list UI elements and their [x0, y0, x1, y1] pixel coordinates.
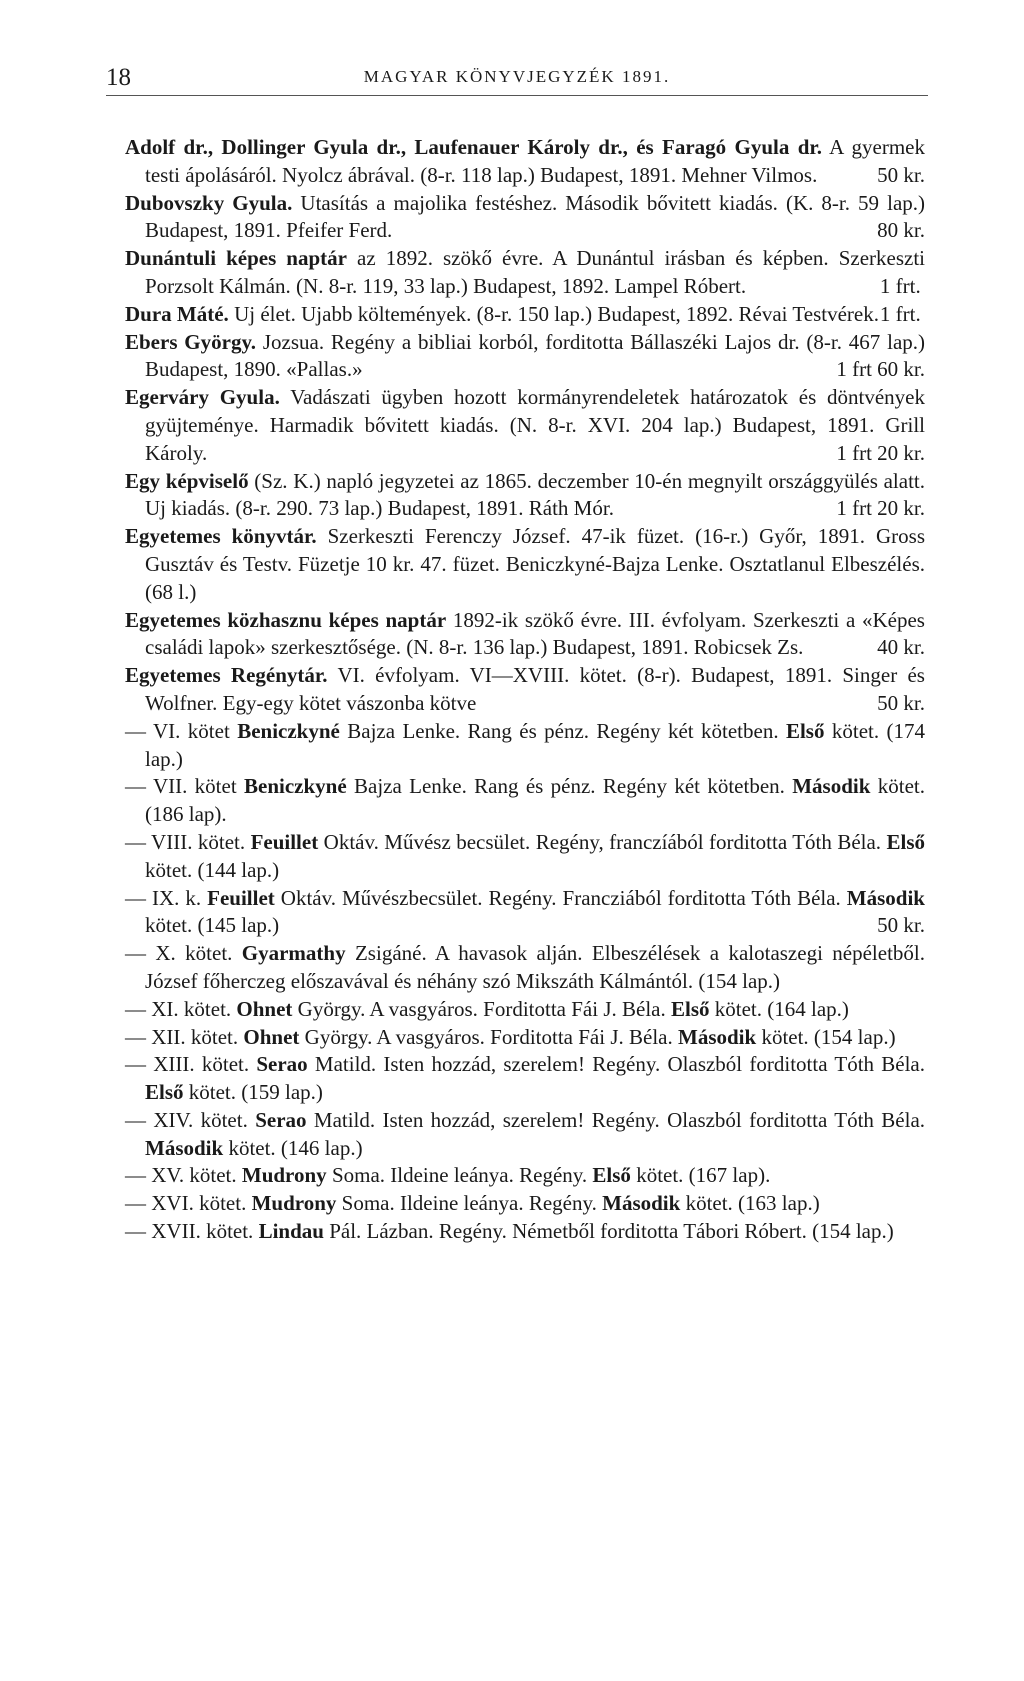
volume-text: Matild. Isten hozzád, szerelem! Regény. Olaszból forditotta Tóth Béla. [307, 1052, 926, 1077]
page-header [106, 56, 928, 96]
volume-entry [125, 885, 925, 941]
entry [125, 523, 925, 606]
entry-price: 1 frt. [879, 301, 921, 326]
volume-rest: kötet. (144 lap.) [145, 857, 280, 882]
entry-text: Szerkeszti Ferenczy József. 47-ik füzet. (16-r.) Győr, 1891. Gross Gusztáv és Testv. Füzetje 10 kr. 47. füzet. Beniczkyné-Bajza Lenke. Osztatlanul Elbeszélés. (68 l.) [145, 524, 925, 604]
entry-head: Ebers György. [125, 329, 257, 354]
volume-part: Második [792, 774, 871, 799]
volume-author: Ohnet [243, 1024, 300, 1049]
entry-head: Egyetemes közhasznu képes naptár [125, 607, 447, 632]
volume-number: — XVII. kötet. [125, 1219, 259, 1244]
volume-part: Első [145, 1080, 184, 1105]
volume-part: Első [671, 996, 710, 1021]
volume-text: Bajza Lenke. Rang és pénz. Regény két kötetben. [346, 774, 793, 799]
entry-text: az 1892. szökő évre. A Dunántul irásban és képben. Szerkeszti Porzsolt Kálmán. (N. 8-r. 119, 33 lap.) Budapest, 1892. Lampel Róbert. [145, 246, 925, 298]
volume-author: Beniczkyné [244, 774, 347, 799]
volume-number: — XIV. kötet. [125, 1107, 256, 1132]
entry [125, 134, 925, 190]
entry [125, 190, 925, 246]
entry-price: 50 kr. [877, 162, 925, 187]
volume-rest: kötet. (159 lap.) [183, 1080, 323, 1105]
volume-entry [125, 1051, 925, 1107]
volume-text: Zsigáné. A havasok alján. Elbeszélések a kalotaszegi népéletből. József főherczeg előszavával és néhány szó Mikszáth Kálmántól. (154 lap.) [145, 941, 925, 993]
volume-entry [125, 718, 925, 774]
volume-part: Második [846, 885, 925, 910]
entry-text: VI. évfolyam. VI—XVIII. kötet. (8-r). Budapest, 1891. Singer és Wolfner. Egy-egy kötet vászonba kötve [145, 663, 925, 715]
entry [125, 329, 925, 385]
entry-head: Dubovszky Gyula. [125, 190, 293, 215]
volume-rest: kötet. (164 lap.) [709, 996, 849, 1021]
entry-price: 40 kr. [877, 635, 925, 660]
volume-author: Ohnet [236, 996, 293, 1021]
entry-head: Adolf dr., Dollinger Gyula dr., Laufenauer Károly dr., és Faragó Gyula dr. [125, 135, 823, 159]
volume-text: Matild. Isten hozzád, szerelem! Regény. Olaszból forditotta Tóth Béla. [306, 1107, 926, 1132]
entry-text: Jozsua. Regény a bibliai korból, forditotta Bállaszéki Lajos dr. (8-r. 467 lap.) Budapest, 1890. «Pallas.» [145, 329, 926, 382]
entry-head: Dunántuli képes naptár [125, 246, 347, 271]
volume-part: Első [886, 829, 925, 854]
entry-price: 1 frt 60 kr. [836, 357, 925, 382]
volume-number: — XI. kötet. [125, 996, 237, 1021]
entry-text: 1892-ik szökő évre. III. évfolyam. Szerkeszti a «Képes családi lapok» szerkesztősége. (N. 8-r. 136 lap.) Budapest, 1891. Robicsek Zs. [145, 607, 925, 660]
volume-part: Második [145, 1135, 224, 1160]
volume-rest: kötet. (167 lap). [630, 1163, 771, 1188]
volume-entry [125, 1162, 925, 1190]
volume-rest: kötet. (154 lap.) [756, 1024, 896, 1049]
volume-number: — IX. k. [125, 885, 208, 910]
volume-number: — VIII. kötet. [125, 829, 251, 854]
volume-number: — VII. kötet [125, 774, 244, 799]
entry [125, 384, 925, 467]
entry-price: 50 kr. [877, 690, 925, 715]
catalogue-body [125, 134, 925, 1246]
entry-head: Egerváry Gyula. [125, 385, 280, 410]
volume-text: Soma. Ildeine leánya. Regény. [336, 1191, 603, 1216]
entry-price: 1 frt 20 kr. [836, 496, 925, 521]
entry [125, 607, 925, 663]
volume-author: Mudrony [241, 1163, 327, 1188]
entry [125, 468, 925, 524]
entry-head: Dura Máté. [125, 301, 229, 326]
entry [125, 301, 925, 329]
volume-entry [125, 1107, 925, 1163]
entry-price: 1 frt 20 kr. [836, 440, 925, 465]
volume-price: 50 kr. [877, 913, 925, 938]
volume-rest: kötet. (186 lap). [145, 774, 925, 827]
volume-number: — VI. kötet [125, 718, 238, 743]
entry [125, 245, 925, 301]
entry-head: Egy képviselő [125, 468, 249, 493]
volume-author: Serao [256, 1052, 308, 1077]
entry-head: Egyetemes Regénytár. [125, 663, 328, 688]
volume-text: Oktáv. Művész becsület. Regény, franczíából forditotta Tóth Béla. [318, 829, 887, 854]
volume-number: — XV. kötet. [125, 1163, 242, 1188]
volume-text: György. A vasgyáros. Forditotta Fái J. Béla. [292, 996, 671, 1021]
page-number: 18 [106, 64, 131, 91]
volume-part: Második [602, 1191, 681, 1216]
volume-text: György. A vasgyáros. Forditotta Fái J. Béla. [299, 1024, 678, 1049]
volume-rest: kötet. (146 lap.) [223, 1135, 363, 1160]
running-title: MAGYAR KÖNYVJEGYZÉK 1891. [363, 67, 671, 86]
volume-text: Pál. Lázban. Regény. Németből forditotta Tábori Róbert. (154 lap.) [323, 1219, 894, 1244]
volume-author: Gyarmathy [241, 941, 346, 966]
volume-rest: kötet. (174 lap.) [145, 718, 925, 771]
entry-price: 1 frt. [879, 273, 921, 298]
volume-entry [125, 940, 925, 996]
entry-text: Vadászati ügyben hozott kormányrendeletek határozatok és döntvények gyüjteménye. Harmadik bővitett kiadás. (N. 8-r. XVI. 204 lap.) Budapest, 1891. Grill Károly. [145, 385, 925, 465]
volume-number: — XIII. kötet. [125, 1052, 257, 1077]
entry-text: (Sz. K.) napló jegyzetei az 1865. deczember 10-én megnyilt országgyülés alatt. Uj kiadás. (8-r. 290. 73 lap.) Budapest, 1891. Ráth Mór. [145, 468, 925, 521]
volume-entry [125, 996, 925, 1024]
volume-number: — X. kötet. [125, 941, 242, 966]
entry [125, 662, 925, 718]
volume-entry [125, 1024, 925, 1052]
entry-price: 80 kr. [877, 218, 925, 243]
volume-rest: kötet. (163 lap.) [680, 1191, 820, 1216]
volume-entry [125, 1190, 925, 1218]
volume-number: — XVI. kötet. [125, 1191, 252, 1216]
volume-text: Oktáv. Művészbecsület. Regény. Francziából forditotta Tóth Béla. [274, 885, 847, 910]
volume-part: Első [592, 1163, 631, 1188]
entry-text: Utasítás a majolika festéshez. Második bővitett kiadás. (K. 8-r. 59 lap.) Budapest, 1891. Pfeifer Ferd. [145, 190, 926, 243]
entry-text: A gyermek testi ápolásáról. Nyolcz ábrával. (8-r. 118 lap.) Budapest, 1891. Mehner Vilmos. [145, 135, 925, 187]
volume-author: Serao [255, 1107, 307, 1132]
volume-part: Második [678, 1024, 757, 1049]
volume-number: — XII. kötet. [125, 1024, 244, 1049]
volume-author: Beniczkyné [237, 718, 340, 743]
volume-text: Soma. Ildeine leánya. Regény. [326, 1163, 593, 1188]
volume-entry [125, 1218, 925, 1246]
header-rule [106, 95, 928, 96]
entry-head: Egyetemes könyvtár. [125, 524, 317, 549]
volume-entry [125, 829, 925, 885]
volume-rest: kötet. (145 lap.) [145, 913, 280, 938]
volume-author: Lindau [258, 1219, 324, 1244]
volume-author: Mudrony [251, 1191, 337, 1216]
volume-entry [125, 773, 925, 829]
volume-text: Bajza Lenke. Rang és pénz. Regény két kötetben. [339, 718, 786, 743]
entry-text: Uj élet. Ujabb költemények. (8-r. 150 lap.) Budapest, 1892. Révai Testvérek. [228, 301, 879, 326]
volume-author: Feuillet [250, 829, 319, 854]
volume-author: Feuillet [207, 885, 275, 910]
volume-part: Első [785, 718, 825, 743]
